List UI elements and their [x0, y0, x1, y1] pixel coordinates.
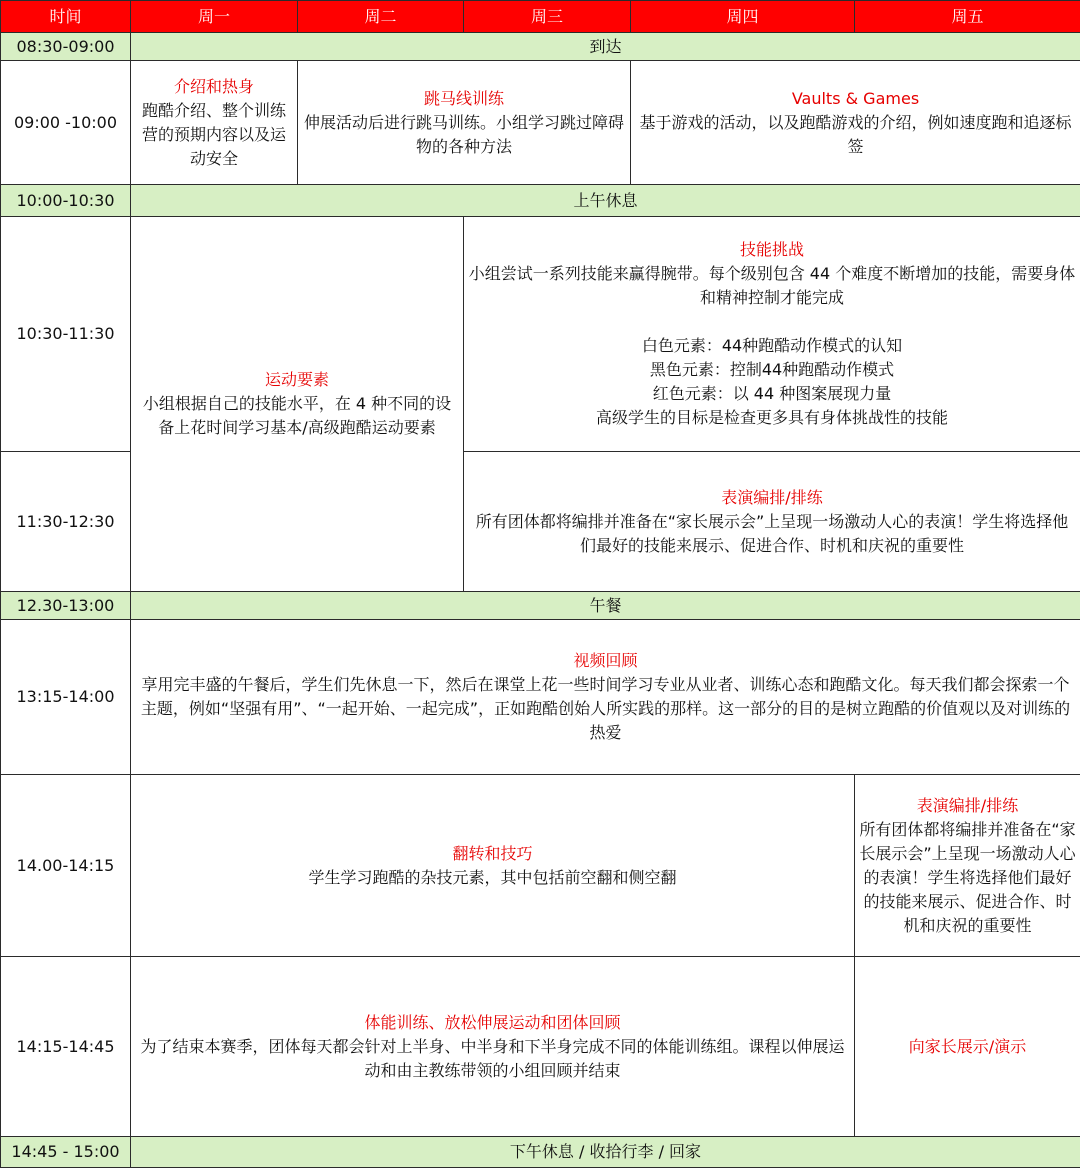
cell-title: Vaults & Games: [635, 87, 1076, 111]
lunch-cell: 午餐: [131, 592, 1080, 620]
cell-text: 小组尝试一系列技能来赢得腕带。每个级别包含 44 个难度不断增加的技能，需要身体和精神控制才能完成: [468, 262, 1076, 310]
vaults-games-cell: [631, 61, 1080, 185]
cell-text: 基于游戏的活动，以及跑酷游戏的介绍，例如速度跑和追逐标签: [635, 111, 1076, 159]
parent-showcase-cell: [855, 957, 1080, 1137]
header-tuesday: 周二: [298, 1, 464, 33]
cell-title: 视频回顾: [135, 649, 1076, 673]
cell-text: 享用完丰盛的午餐后，学生们先休息一下，然后在课堂上花一些时间学习专业从业者、训练心态和跑酷文化。每天我们都会探索一个主题，例如“坚强有用”、“一起开始、一起完成”，正如跑酷创始人所实践的那样。这一部分的目的是树立跑酷的价值观以及对训练的热爱: [135, 673, 1076, 745]
cell-text: 小组根据自己的技能水平，在 4 种不同的设备上花时间学习基本/高级跑酷运动要素: [135, 392, 459, 440]
cell-title: 体能训练、放松伸展运动和团体回顾: [135, 1011, 850, 1035]
cell-text: 伸展活动后进行跳马训练。小组学习跳过障碍物的各种方法: [302, 111, 626, 159]
cell-title: 跳马线训练: [302, 87, 626, 111]
time-1445: 14:45 - 15:00: [1, 1137, 131, 1168]
cell-text: 跑酷介绍、整个训练营的预期内容以及运动安全: [135, 99, 293, 171]
time-1315: 13:15-14:00: [1, 620, 131, 775]
cell-title: 向家长展示/演示: [859, 1035, 1076, 1059]
cell-title: 翻转和技巧: [135, 842, 850, 866]
time-0900: 09:00 -10:00: [1, 61, 131, 185]
movement-elements-cell: [131, 217, 464, 592]
time-1000: 10:00-10:30: [1, 185, 131, 217]
cell-title: 表演编排/排练: [468, 486, 1076, 510]
row-1415: [1, 957, 1080, 1137]
cell-title: 表演编排/排练: [859, 794, 1076, 818]
black-element-text: 黑色元素：控制44种跑酷动作模式: [468, 358, 1076, 382]
break-am-cell: 上午休息: [131, 185, 1080, 217]
time-1130: 11:30-12:30: [1, 452, 131, 592]
row-0900: [1, 61, 1080, 185]
header-thursday: 周四: [631, 1, 855, 33]
header-friday: 周五: [855, 1, 1080, 33]
row-1030: [1, 217, 1080, 452]
cell-title: 技能挑战: [468, 238, 1076, 262]
fitness-review-cell: [131, 957, 855, 1137]
row-end: [1, 1137, 1080, 1168]
header-row: [1, 1, 1080, 33]
header-time: 时间: [1, 1, 131, 33]
cell-text: 学生学习跑酷的杂技元素，其中包括前空翻和侧空翻: [135, 866, 850, 890]
time-1400: 14.00-14:15: [1, 775, 131, 957]
cell-text: 为了结束本赛季，团体每天都会针对上半身、中半身和下半身完成不同的体能训练组。课程以伸展运动和由主教练带领的小组回顾并结束: [135, 1035, 850, 1083]
time-1415: 14:15-14:45: [1, 957, 131, 1137]
cell-title: 介绍和热身: [135, 75, 293, 99]
red-element-text: 红色元素：以 44 种图案展现力量: [468, 382, 1076, 406]
row-1315: [1, 620, 1080, 775]
cell-text: 所有团体都将编排并准备在“家长展示会”上呈现一场激动人心的表演！学生将选择他们最好的技能来展示、促进合作、时机和庆祝的重要性: [859, 818, 1076, 938]
row-break-am: [1, 185, 1080, 217]
performance-cell: [464, 452, 1080, 592]
time-1230: 12.30-13:00: [1, 592, 131, 620]
flips-tricks-cell: [131, 775, 855, 957]
time-0830: 08:30-09:00: [1, 33, 131, 61]
header-wednesday: 周三: [464, 1, 631, 33]
cell-title: 运动要素: [135, 368, 459, 392]
end-cell: 下午休息 / 收拾行李 / 回家: [131, 1137, 1080, 1168]
vault-line-cell: [298, 61, 631, 185]
intro-warmup-cell: [131, 61, 298, 185]
row-lunch: [1, 592, 1080, 620]
skill-challenge-cell: [464, 217, 1080, 452]
cell-text: 所有团体都将编排并准备在“家长展示会”上呈现一场激动人心的表演！学生将选择他们最好的技能来展示、促进合作、时机和庆祝的重要性: [468, 510, 1076, 558]
row-arrive: [1, 33, 1080, 61]
arrive-cell: 到达: [131, 33, 1080, 61]
advanced-goal-text: 高级学生的目标是检查更多具有身体挑战性的技能: [468, 406, 1076, 430]
header-monday: 周一: [131, 1, 298, 33]
time-1030: 10:30-11:30: [1, 217, 131, 452]
performance-friday-cell: [855, 775, 1080, 957]
white-element-text: 白色元素：44种跑酷动作模式的认知: [468, 334, 1076, 358]
spacer: [468, 310, 1076, 334]
video-review-cell: [131, 620, 1080, 775]
row-1400: [1, 775, 1080, 957]
